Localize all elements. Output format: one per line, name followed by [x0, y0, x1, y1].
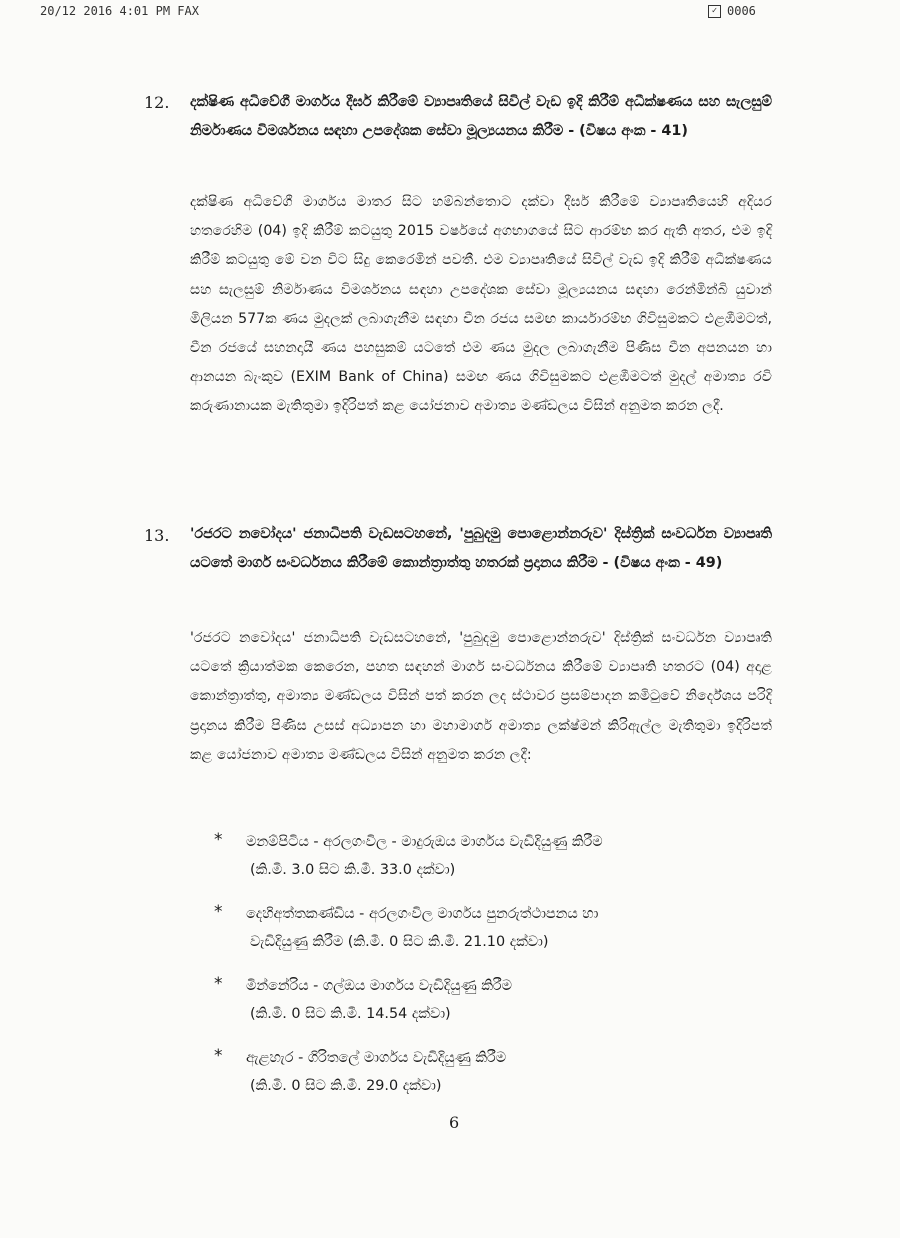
road-project-list [214, 828, 794, 1116]
bullet-text: මින්නේරිය - ගල්ඔය මාර්ගය වැඩිදියුණු කිරීම [246, 978, 512, 994]
section-number: 13. [144, 526, 170, 545]
fax-timestamp: 20/12 2016 4:01 PM FAX [40, 4, 199, 18]
bullet-distance: (කි.මී. 3.0 සිට කි.මී. 33.0 දක්වා) [250, 862, 456, 878]
bullet-distance: (කි.මී. 0 සිට කි.මී. 14.54 දක්වා) [250, 1006, 451, 1022]
asterisk-icon: * [214, 902, 223, 922]
section-title: දක්ෂිණ අධිවේගී මාර්ගය දීර්ඝ කිරීමේ ව්‍යාපෘතියේ සිවිල් වැඩ ඉදි කිරීම් අධීක්ෂණය සහ සැලසුම් නිර්මාණය විමර්ශනය සඳහා උපදේශක සේවා මූල්‍යයනය කිරීම - (විෂය අංක - 41) [190, 94, 772, 139]
bullet-text: ඇළහැර - ගිරිතලේ මාර්ගය වැඩිදියුණු කිරීම [246, 1050, 507, 1066]
asterisk-icon: * [214, 1046, 223, 1066]
checkbox-icon: ✓ [708, 5, 721, 18]
list-item [214, 972, 794, 1028]
section-body: 'රජරට නවෝදය' ජනාධිපති වැඩසටහනේ, 'පුබුදමු පොළොන්නරුව' දිස්ත්‍රික් සංවර්ධන ව්‍යාපෘති යටතේ ක්‍රියාත්මක කෙරෙන, පහත සඳහන් මාර්ග සංවර්ධනය කිරීමේ ව්‍යාපෘති හතරට (04) අදාළ කොන්ත්‍රාත්තු, අමාත්‍ය මණ්ඩලය විසින් පත් කරන ලද ස්ථාවර ප්‍රසම්පාදන කමිටුවේ නිර්දේශය පරිදි ප්‍රදානය කිරීම පිණිස උසස් අධ්‍යාපන හා මහාමාර්ග අමාත්‍ය ලක්ෂ්මන් කිරිඇල්ල මැතිතුමා ඉදිරිපත් කළ යෝජනාව අමාත්‍ය මණ්ඩලය විසින් අනුමත කරන ලදී: [190, 630, 772, 763]
list-item [214, 1044, 794, 1100]
bullet-text: මනම්පිටිය - අරලගංවිල - මාදුරුඔය මාර්ගය වැඩිදියුණු කිරීම [246, 834, 603, 850]
bullet-text: දෙහිඅත්තකණ්ඩිය - අරලගංවිල මාර්ගය පුනරුත්ථාපනය හා [246, 906, 599, 922]
asterisk-icon: * [214, 974, 223, 994]
fax-page-ref: 0006 [727, 4, 756, 18]
list-item [214, 900, 794, 956]
section-number: 12. [144, 93, 170, 112]
page-number: 6 [449, 1113, 460, 1132]
asterisk-icon: * [214, 830, 223, 850]
list-item [214, 828, 794, 884]
bullet-distance: (කි.මී. 0 සිට කි.මී. 29.0 දක්වා) [250, 1078, 442, 1094]
section-title: 'රජරට නවෝදය' ජනාධිපති වැඩසටහනේ, 'පුබුදමු පොළොන්නරුව' දිස්ත්‍රික් සංවර්ධන ව්‍යාපෘති යටතේ මාර්ග සංවර්ධනය කිරීමේ කොන්ත්‍රාත්තු හතරක් ප්‍රදානය කිරීම - (විෂය අංක - 49) [190, 526, 772, 571]
fax-page-ref-group [708, 4, 756, 18]
section-body: දක්ෂිණ අධිවේගී මාර්ගය මාතර සිට හම්බන්තොට දක්වා දීර්ඝ කිරීමේ ව්‍යාපෘතියෙහි අදියර හතරෙහිම (04) ඉදි කිරීම් කටයුතු 2015 වර්ෂයේ අගභාගයේ සිට ආරම්භ කර ඇති අතර, එම ඉදි කිරීම් කටයුතු මේ වන විට සිදු කෙරෙමින් පවතී. එම ව්‍යාපෘතියේ සිවිල් වැඩ ඉදි කිරීම් අධීක්ෂණය සහ සැලසුම් නිර්මාණය විමර්ශනය සඳහා උපදේශක සේවා මූල්‍යයනය සඳහා රෙන්මින්බි යුවාන් මිලියන 577ක ණය මුදලක් ලබාගැනීම සඳහා චීන රජය සමඟ කාර්යාරම්භ ගිවිසුමකට එළඹීමටත්, චීන රජයේ සහනදායී ණය පහසුකම් යටතේ එම ණය මුදල ලබාගැනීම පිණිස චීන අපනයන හා ආනයන බැංකුව (EXIM Bank of China) සමඟ ණය ගිවිසුමකට එළඹීමටත් මුදල් අමාත්‍ය රවි කරුණානායක මැතිතුමා ඉදිරිපත් කළ යෝජනාව අමාත්‍ය මණ්ඩලය විසින් අනුමත කරන ලදී. [190, 194, 772, 415]
fax-header [40, 4, 860, 24]
bullet-distance: වැඩිදියුණු කිරීම (කි.මී. 0 සිට කි.මී. 21.10 දක්වා) [250, 934, 549, 950]
